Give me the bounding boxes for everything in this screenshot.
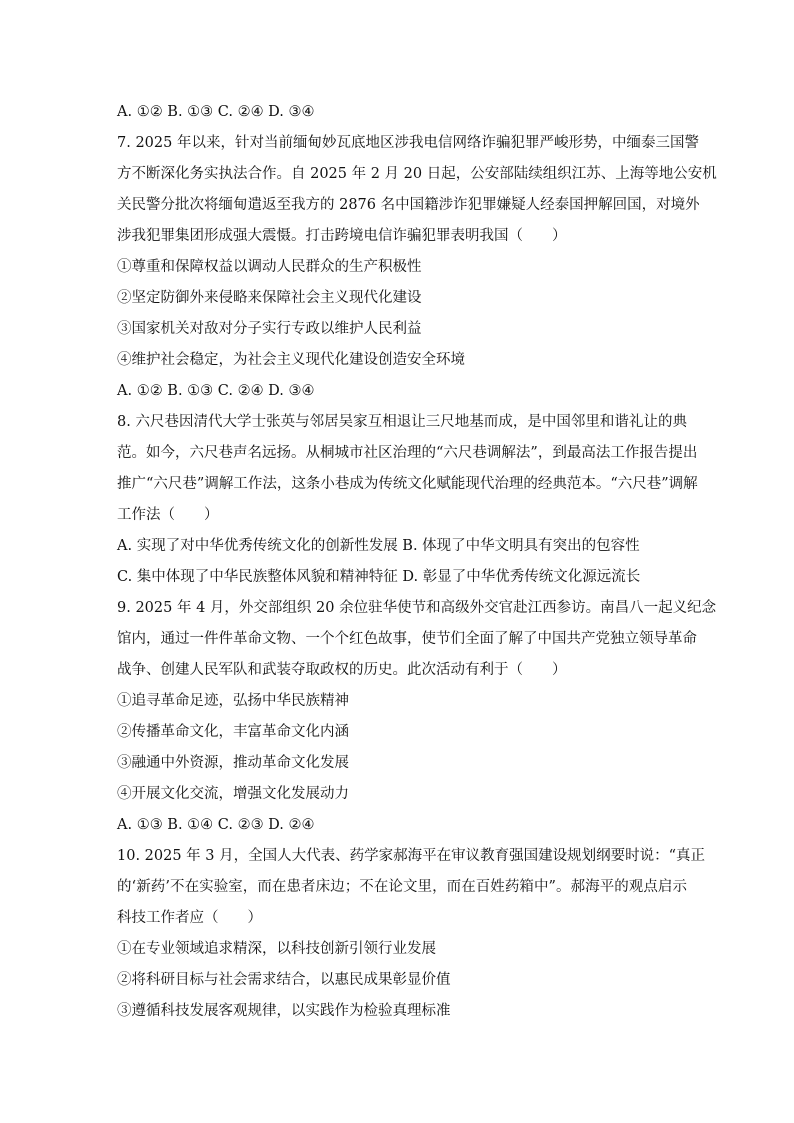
q8-stem-line-4: 工作法（ ）: [117, 507, 219, 523]
q7-statement-3: ③国家机关对敌对分子实行专政以维护人民利益: [117, 321, 422, 337]
q7-statement-1: ①尊重和保障权益以调动人民群众的生产积极性: [117, 259, 422, 275]
q10-statement-1: ①在专业领域追求精深，以科技创新引领行业发展: [117, 941, 436, 957]
q8-options-cd: C. 集中体现了中华民族整体风貌和精神特征 D. 彰显了中华优秀传统文化源远流长: [117, 569, 641, 585]
q8-stem-line-2: 范。如今，六尺巷声名远扬。从桐城市社区治理的“六尺巷调解法”，到最高法工作报告提出: [117, 445, 698, 461]
q10-stem-line-3: 科技工作者应（ ）: [117, 910, 262, 926]
q7-options: A. ①② B. ①③ C. ②④ D. ③④: [117, 383, 315, 399]
q9-statement-3: ③融通中外资源，推动革命文化发展: [117, 755, 349, 771]
q10-stem-line-1: 10. 2025 年 3 月，全国人大代表、药学家郝海平在审议教育强国建设规划纲要时说：“真正: [117, 848, 706, 864]
q6-options: A. ①② B. ①③ C. ②④ D. ③④: [117, 104, 315, 120]
q7-statement-4: ④维护社会稳定，为社会主义现代化建设创造安全环境: [117, 352, 465, 368]
q8-stem-line-3: 推广“六尺巷”调解工作法，这条小巷成为传统文化赋能现代治理的经典范本。“六尺巷”调解: [117, 476, 698, 492]
q9-stem-line-2: 馆内，通过一件件革命文物、一个个红色故事，使节们全面了解了中国共产党独立领导革命: [117, 631, 697, 647]
q7-statement-2: ②坚定防御外来侵略来保障社会主义现代化建设: [117, 290, 422, 306]
q9-stem-line-3: 战争、创建人民军队和武装夺取政权的历史。此次活动有利于（ ）: [117, 662, 567, 678]
q10-stem-line-2: 的‘新药’不在实验室，而在患者床边；不在论文里，而在百姓药箱中”。郝海平的观点启示: [117, 879, 687, 895]
q9-options: A. ①③ B. ①④ C. ②③ D. ②④: [117, 817, 315, 833]
q7-stem-line-4: 涉我犯罪集团形成强大震慑。打击跨境电信诈骗犯罪表明我国（ ）: [117, 228, 567, 244]
q10-statement-3: ③遵循科技发展客观规律，以实践作为检验真理标准: [117, 1003, 451, 1019]
q9-statement-1: ①追寻革命足迹，弘扬中华民族精神: [117, 693, 349, 709]
q9-statement-2: ②传播革命文化，丰富革命文化内涵: [117, 724, 349, 740]
q7-stem-line-1: 7. 2025 年以来，针对当前缅甸妙瓦底地区涉我电信网络诈骗犯罪严峻形势，中缅泰三国警: [117, 135, 699, 151]
q9-statement-4: ④开展文化交流，增强文化发展动力: [117, 786, 349, 802]
q7-stem-line-2: 方不断深化务实执法合作。自 2025 年 2 月 20 日起，公安部陆续组织江苏、上海等地公安机: [117, 166, 717, 182]
q8-options-ab: A. 实现了对中华优秀传统文化的创新性发展 B. 体现了中华文明具有突出的包容性: [117, 538, 640, 554]
q8-stem-line-1: 8. 六尺巷因清代大学士张英与邻居吴家互相退让三尺地基而成，是中国邻里和谐礼让的典: [117, 414, 687, 430]
q9-stem-line-1: 9. 2025 年 4 月，外交部组织 20 余位驻华使节和高级外交官赴江西参访。南昌八一起义纪念: [117, 600, 717, 616]
q10-statement-2: ②将科研目标与社会需求结合，以惠民成果彰显价值: [117, 972, 451, 988]
q7-stem-line-3: 关民警分批次将缅甸遣返至我方的 2876 名中国籍涉诈犯罪嫌疑人经泰国押解回国，对境外: [117, 197, 700, 213]
